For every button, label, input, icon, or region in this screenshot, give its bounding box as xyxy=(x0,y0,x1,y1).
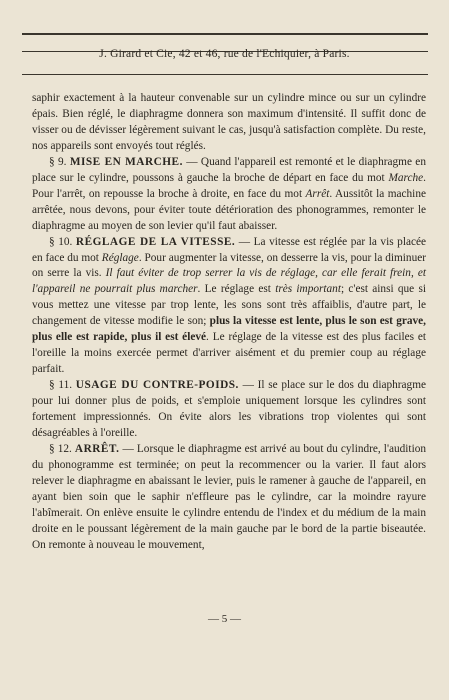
paragraph-text: saphir exactement à la hauteur convenable sur un cylindre mince ou sur un cylindre épais. Bien réglé, le diaphragme donnera son maximum d'intensité. Il suffit donc de visser ou de dévisser légèrement suivant le cas, jusqu'à satisfaction complète. Du reste, nos appareils sont envoyés tout réglés. xyxy=(32,92,426,152)
paragraph-text: § 9. xyxy=(49,155,70,168)
paragraph-text: § 10. xyxy=(49,235,76,248)
paragraph xyxy=(32,378,426,442)
section-heading: MISE EN MARCHE. xyxy=(69,155,183,168)
body-text xyxy=(32,91,426,554)
paragraph-text: très important xyxy=(275,283,341,296)
page-number: — 5 — xyxy=(208,613,241,625)
paragraph-text: — Quand l'appareil est remonté et le diaphragme en place sur le cylindre, poussons à gauche la broche de départ en face du mot xyxy=(32,155,426,184)
paragraph-text: Réglage xyxy=(101,251,139,264)
paragraph-text: — Il se place sur le dos du diaphragme pour lui donner plus de poids, et s'emploie uniquement lorsque les cylindres sont fortement impressionnés. On évite alors les vibrations trop violentes qui sont désagréables à l'oreille. xyxy=(32,379,426,440)
paragraph-text: . Pour l'arrêt, on repousse la broche à droite, en face du mot xyxy=(32,171,426,200)
page-header: J. Girard et Cie, 42 et 46, rue de l'Echiquier, à Paris. xyxy=(99,48,350,60)
paragraph-text: Marche xyxy=(388,171,424,184)
paragraph-text: Arrêt xyxy=(305,187,330,200)
paragraph-text: § 12. xyxy=(49,442,75,455)
paragraph-text: . Le réglage de la vitesse est des plus faciles et l'oreille la moins exercée permet d'arriver aisément et du premier coup au réglage parfait. xyxy=(32,331,427,376)
paragraph xyxy=(32,91,426,155)
paragraph-text: — Lorsque le diaphragme est arrivé au bout du cylindre, l'audition du phonogramme est terminée; on peut la recommencer ou la varier. Il faut alors relever le diaphragme en abaissant le levier, puis le ramener à gauche de l'appareil, en ayant bien soin que le saphir n'effleure pas le cylindre, car la moindre rayure l'abîmerait. On enlève ensuite le cylindre entendu de l'index et du médium de la main droite en le poussant légèrement de la main gauche par le bord de la partie biseautée. On remonte à nouveau le mouvement, xyxy=(32,442,427,551)
paragraph-text: . Le réglage est xyxy=(197,283,276,296)
paragraph-text: plus la vitesse est lente, plus le son est grave, plus elle est rapide, plus il est élevé xyxy=(32,315,426,344)
paragraph xyxy=(32,235,426,379)
paragraph xyxy=(32,155,426,235)
header-rule-bottom xyxy=(22,74,428,75)
section-heading: USAGE DU CONTRE-POIDS. xyxy=(75,379,239,392)
paragraph-text: . Pour augmenter la vitesse, on desserre la vis, pour la diminuer on serre la vis. xyxy=(32,251,426,280)
paragraph xyxy=(32,442,426,554)
paragraph-text: — La vitesse est réglée par la vis placée en face du mot xyxy=(32,235,427,264)
paragraph-text: ; c'est ainsi que si vous mettez une vitesse par trop lente, les sons sont très affaiblis, d'autre part, le changement de vitesse modifie le son; xyxy=(32,283,427,328)
paragraph-text: . Aussitôt la machine arrêtée, nous devons, pour éviter toute détérioration des phonogrammes, remonter le diaphragme au moyen de son levier qu'il faut abaisser. xyxy=(32,187,426,232)
paragraph-text: § 11. xyxy=(49,379,76,392)
section-heading: RÉGLAGE DE LA VITESSE. xyxy=(75,235,236,248)
paragraph-text: Il faut éviter de trop serrer la vis de réglage, car elle ferait frein, et l'appareil ne pourrait plus marcher xyxy=(32,267,426,296)
section-heading: ARRÊT. xyxy=(74,442,120,455)
